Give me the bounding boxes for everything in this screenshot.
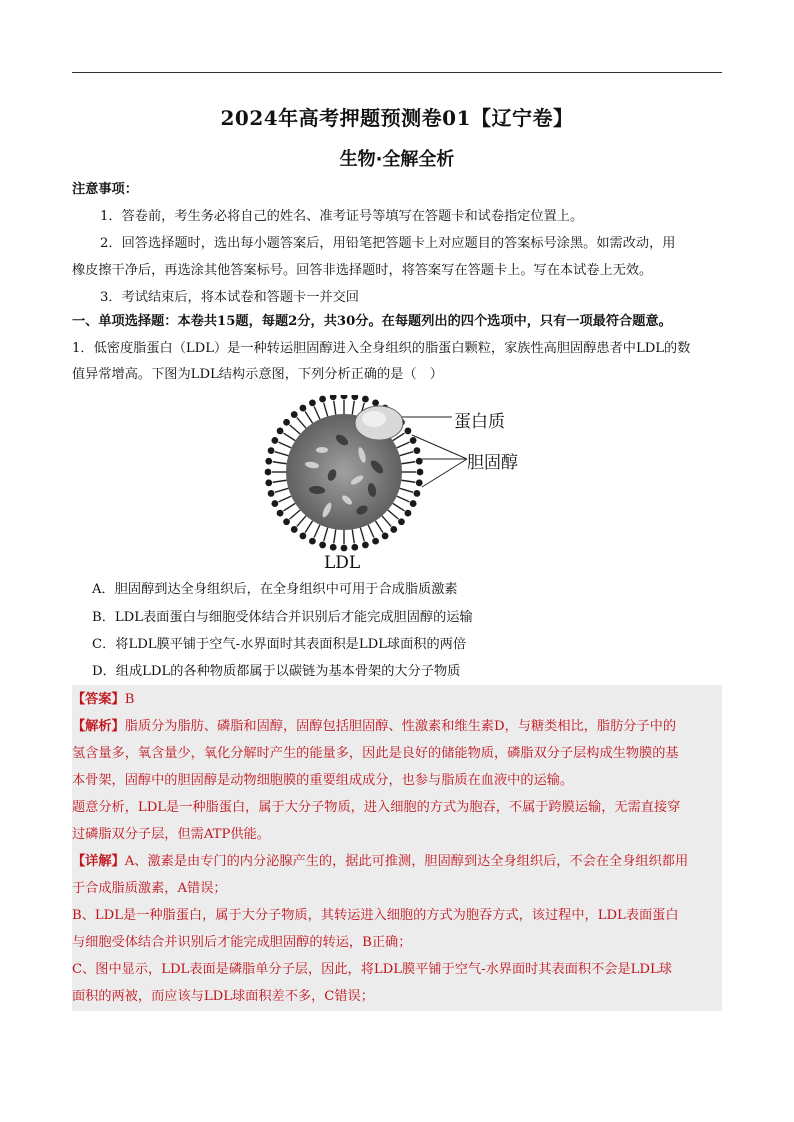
phospholipid-head	[405, 428, 412, 435]
phospholipid-tail	[275, 488, 288, 492]
analysis-line-3: 本骨架，固醇中的胆固醇是动物细胞膜的重要组成成分，也参与脂质在血液中的运输。	[72, 773, 574, 788]
phospholipid-head	[351, 544, 358, 551]
phospholipid-tail	[290, 510, 301, 519]
phospholipid-head	[268, 490, 275, 497]
detail-line-1	[72, 853, 688, 871]
question-stem-line-1: 1．低密度脂蛋白（LDL）是一种转运胆固醇进入全身组织的脂蛋白颗粒，家族性高胆固醇患者中LDL的数	[72, 341, 691, 356]
phospholipid-head	[265, 469, 272, 476]
phospholipid-head	[265, 479, 272, 486]
question-stem-line-2: 值异常增高。下图为LDL结构示意图，下列分析正确的是（ ）	[72, 367, 443, 382]
phospholipid-tail	[273, 480, 287, 482]
phospholipid-tail	[375, 521, 383, 533]
page-title: 2024年高考押题预测卷01【辽宁卷】	[220, 106, 574, 130]
phospholipid-tail	[334, 529, 336, 543]
phospholipid-head	[417, 469, 424, 476]
phospholipid-tail	[273, 462, 287, 464]
phospholipid-head	[341, 545, 348, 552]
phospholipid-tail	[283, 503, 295, 511]
phospholipid-tail	[297, 516, 306, 527]
cholesterol-leader-line-2	[422, 459, 467, 487]
phospholipid-head	[277, 510, 284, 517]
phospholipid-head	[382, 533, 389, 540]
figure-caption: LDL	[324, 553, 361, 573]
header-rule	[72, 72, 722, 73]
phospholipid-tail	[400, 452, 413, 456]
phospholipid-tail	[397, 442, 410, 448]
phospholipid-tail	[352, 401, 354, 415]
phospholipid-head	[265, 458, 272, 465]
phospholipid-tail	[324, 528, 328, 541]
phospholipid-head	[410, 437, 417, 444]
phospholipid-head	[414, 490, 421, 497]
phospholipid-head	[362, 542, 369, 549]
phospholipid-head	[309, 399, 316, 406]
phospholipid-head	[372, 538, 379, 545]
detail-line-5: C、图中显示，LDL表面是磷脂单分子层，因此，将LDL膜平铺于空气-水界面时其表面积不会是LDL球	[72, 962, 672, 977]
notice-item-2-line-2: 橡皮擦干净后，再选涂其他答案标号。回答非选择题时，将答案写在答题卡上。写在本试卷上无效。	[72, 263, 653, 278]
phospholipid-head	[330, 395, 337, 400]
analysis-line-2: 氢含量多，氧含量少，氧化分解时产生的能量多，因此是良好的储能物质，磷脂双分子层构成生物膜的基	[72, 746, 679, 761]
phospholipid-head	[390, 526, 397, 533]
notice-item-3: 3．考试结束后，将本试卷和答题卡一并交回	[100, 290, 359, 305]
phospholipid-head	[291, 411, 298, 418]
phospholipid-head	[362, 396, 369, 403]
answer-value: B	[124, 692, 135, 707]
phospholipid-head	[410, 500, 417, 507]
phospholipid-head	[319, 396, 326, 403]
phospholipid-tail	[397, 496, 410, 502]
phospholipid-head	[414, 447, 421, 454]
phospholipid-head	[300, 533, 307, 540]
phospholipid-tail	[324, 403, 328, 416]
analysis-tag: 【解析】	[72, 719, 125, 734]
phospholipid-tail	[401, 462, 415, 464]
phospholipid-head	[398, 518, 405, 525]
detail-line-6: 面积的两被，而应该与LDL球面积差不多，C错误；	[72, 989, 374, 1004]
phospholipid-tail	[305, 411, 313, 423]
phospholipid-tail	[314, 407, 320, 420]
phospholipid-head	[309, 538, 316, 545]
phospholipid-head	[268, 447, 275, 454]
option-d: D．组成LDL的各种物质都属于以碳链为基本骨架的大分子物质	[92, 664, 461, 679]
analysis-line-5: 过磷脂双分子层，但需ATP供能。	[72, 827, 270, 842]
phospholipid-tail	[368, 525, 374, 538]
detail-line-2: 于合成脂质激素，A错误；	[72, 881, 227, 896]
phospholipid-head	[405, 510, 412, 517]
phospholipid-head	[341, 395, 348, 399]
analysis-text-1: 脂质分为脂肪、磷脂和固醇，固醇包括胆固醇、性激素和维生素D，与糖类相比，脂肪分子中的	[124, 719, 677, 734]
phospholipid-tail	[314, 525, 320, 538]
detail-line-4: 与细胞受体结合并识别后才能完成胆固醇的转运，B正确；	[72, 935, 412, 950]
notice-item-2-line-1: 2．回答选择题时，选出每小题答案后，用铅笔把答题卡上对应题目的答案标号涂黑。如需改动，用	[100, 236, 676, 251]
phospholipid-tail	[393, 503, 405, 511]
phospholipid-tail	[401, 480, 415, 482]
analysis-line-1	[72, 718, 676, 736]
label-cholesterol: 胆固醇	[467, 453, 518, 473]
notice-item-1: 1．答卷前，考生务必将自己的姓名、准考证号等填写在答题卡和试卷指定位置上。	[100, 209, 584, 224]
option-c: C．将LDL膜平铺于空气-水界面时其表面积是LDL球面积的两倍	[92, 637, 467, 652]
phospholipid-head	[319, 542, 326, 549]
notice-heading: 注意事项：	[72, 182, 138, 197]
ldl-structure-figure	[262, 395, 542, 580]
phospholipid-tail	[382, 516, 391, 527]
phospholipid-tail	[275, 452, 288, 456]
phospholipid-head	[283, 419, 290, 426]
phospholipid-head	[283, 518, 290, 525]
answer-tag: 【答案】	[72, 692, 125, 707]
phospholipid-tail	[297, 418, 306, 429]
option-a: A．胆固醇到达全身组织后，在全身组织中可用于合成脂质激素	[92, 582, 458, 597]
cholesterol-leader-line-3	[412, 435, 467, 459]
phospholipid-head	[300, 405, 307, 412]
core-lipid-blob	[316, 447, 328, 453]
phospholipid-head	[271, 500, 278, 507]
phospholipid-head	[291, 526, 298, 533]
phospholipid-head	[330, 544, 337, 551]
phospholipid-tail	[290, 425, 301, 434]
phospholipid-head	[351, 395, 358, 400]
phospholipid-head	[277, 428, 284, 435]
section-heading: 一、单项选择题：本卷共15题，每题2分，共30分。在每题列出的四个选项中，只有一项最符合题意。	[72, 314, 672, 329]
phospholipid-head	[271, 437, 278, 444]
phospholipid-tail	[279, 496, 292, 502]
phospholipid-tail	[360, 528, 364, 541]
surface-protein-highlight	[362, 411, 386, 427]
phospholipid-tail	[283, 433, 295, 441]
phospholipid-head	[372, 399, 379, 406]
answer-line	[72, 691, 134, 709]
phospholipid-tail	[388, 510, 399, 519]
phospholipid-tail	[334, 401, 336, 415]
detail-line-3: B、LDL是一种脂蛋白，属于大分子物质，其转运进入细胞的方式为胞吞方式，该过程中，LDL表面蛋白	[72, 908, 679, 923]
phospholipid-tail	[352, 529, 354, 543]
detail-text-1: A、激素是由专门的内分泌腺产生的，据此可推测，胆固醇到达全身组织后，不会在全身组织都用	[124, 854, 689, 869]
page-subtitle: 生物·全解全析	[339, 149, 455, 170]
phospholipid-tail	[279, 442, 292, 448]
label-protein: 蛋白质	[454, 412, 505, 432]
detail-tag: 【详解】	[72, 854, 125, 869]
option-b: B．LDL表面蛋白与细胞受体结合并识别后才能完成胆固醇的运输	[92, 610, 473, 625]
phospholipid-head	[416, 479, 423, 486]
phospholipid-tail	[305, 521, 313, 533]
analysis-line-4: 题意分析，LDL是一种脂蛋白，属于大分子物质，进入细胞的方式为胞吞，不属于跨膜运输，无需直接穿	[72, 800, 681, 815]
phospholipid-tail	[400, 488, 413, 492]
